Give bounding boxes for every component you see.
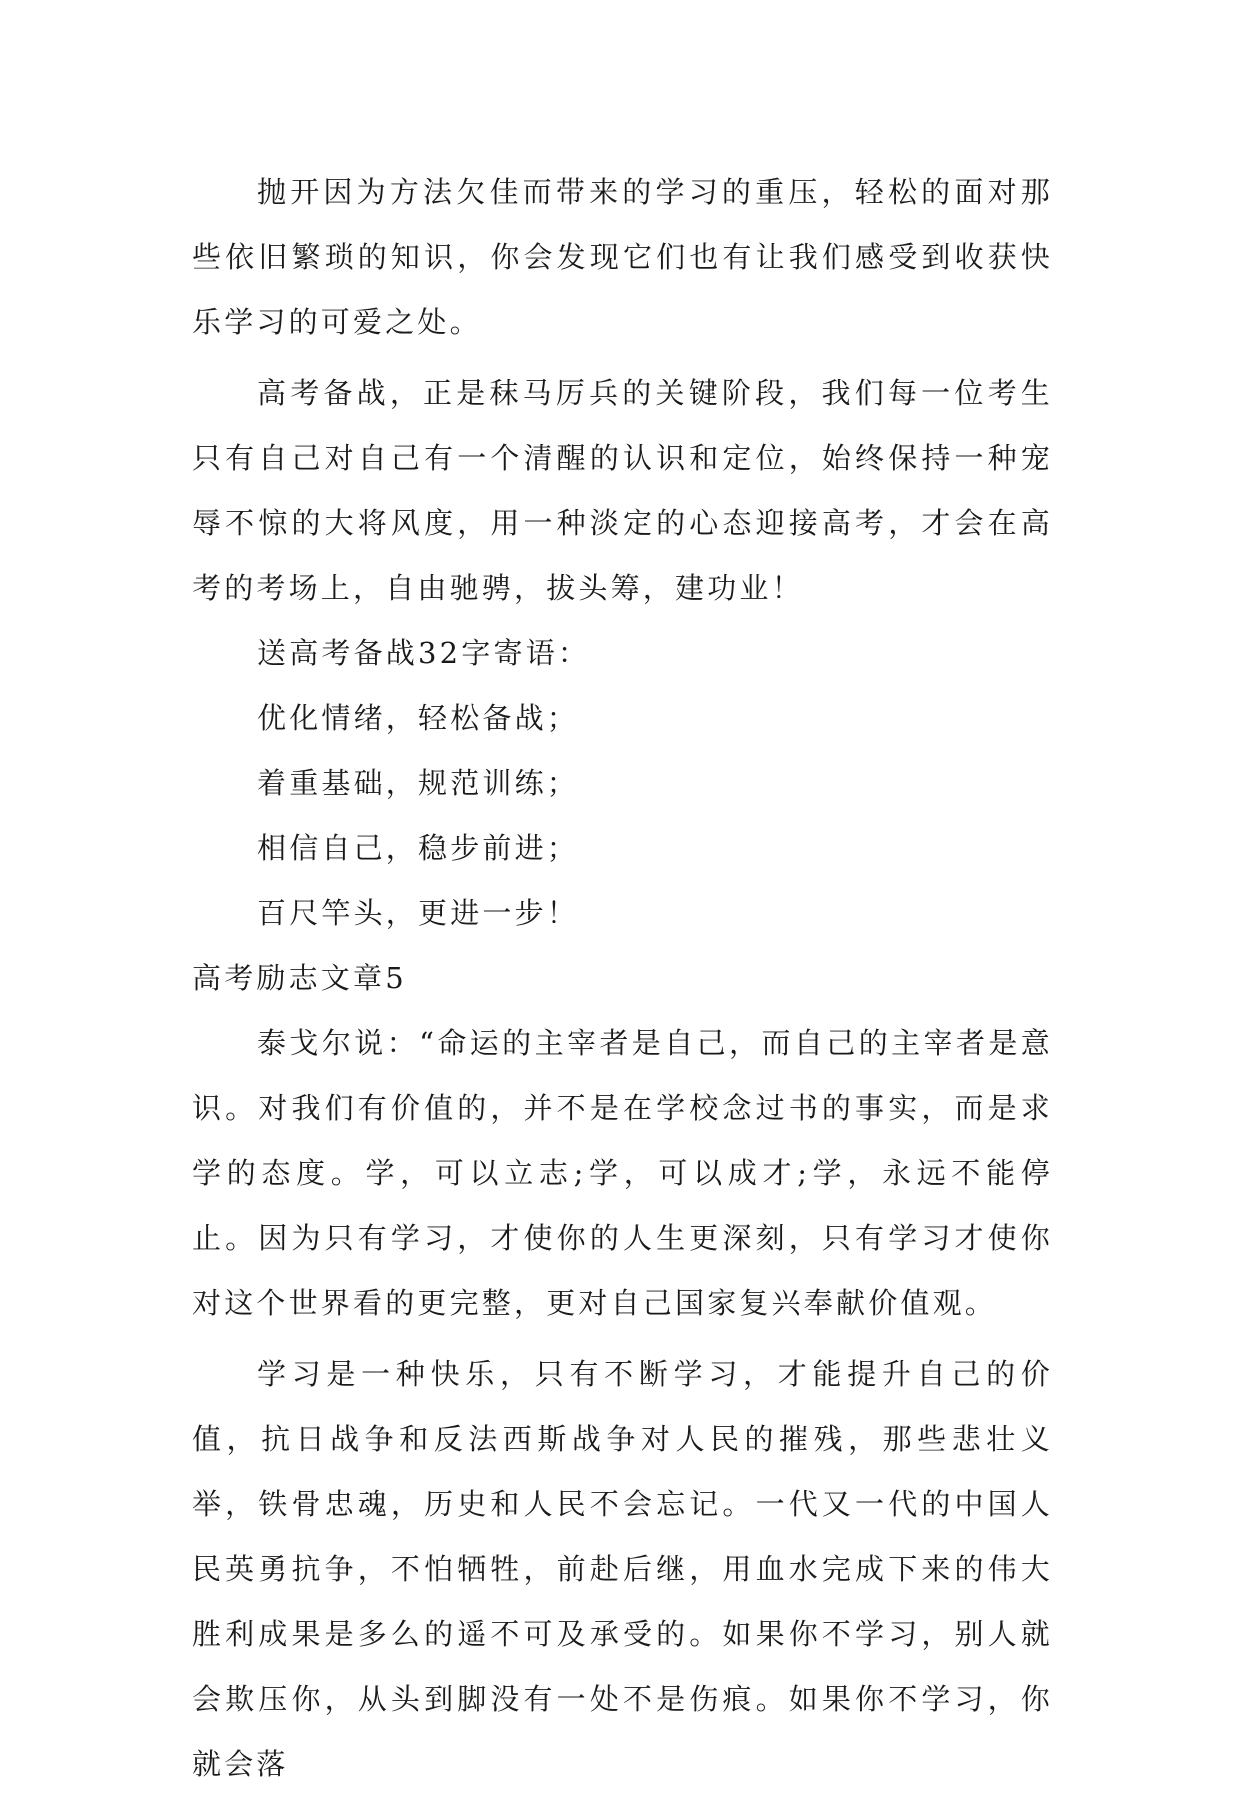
paragraph-exam-preparation: 高考备战，正是秣马厉兵的关键阶段，我们每一位考生只有自己对自己有一个清醒的认识和定位，始终保持一种宠辱不惊的大将风度，用一种淡定的心态迎接高考，才会在高考的考场上，自由驰骋，拔头筹，建功业！ — [192, 376, 1053, 605]
motto-line-2: 着重基础，规范训练； — [257, 766, 580, 800]
motto-line-4: 百尺竿头，更进一步！ — [257, 896, 580, 930]
article-heading: 高考励志文章5 — [192, 961, 407, 995]
paragraph-tagore-quote: 泰戈尔说：“命运的主宰者是自己，而自己的主宰者是意识。对我们有价值的，并不是在学校念过书的事实，而是求学的态度。学，可以立志;学，可以成才;学，永远不能停止。因为只有学习，才使你的人生更深刻，只有学习才使你对这个世界看的更完整，更对自己国家复兴奉献价值观。 — [192, 1026, 1053, 1320]
motto-intro: 送高考备战32字寄语： — [257, 636, 591, 670]
motto-line-1: 优化情绪，轻松备战； — [257, 701, 580, 735]
document-body — [192, 160, 1053, 1797]
motto-line-3: 相信自己，稳步前进； — [257, 831, 580, 865]
paragraph-study-pressure: 抛开因为方法欠佳而带来的学习的重压，轻松的面对那些依旧繁琐的知识，你会发现它们也有让我们感受到收获快乐学习的可爱之处。 — [192, 175, 1053, 339]
paragraph-learning-joy: 学习是一种快乐，只有不断学习，才能提升自己的价值，抗日战争和反法西斯战争对人民的摧残，那些悲壮义举，铁骨忠魂，历史和人民不会忘记。一代又一代的中国人民英勇抗争，不怕牺牲，前赴后继，用血水完成下来的伟大胜利成果是多么的遥不可及承受的。如果你不学习，别人就会欺压你，从头到脚没有一处不是伤痕。如果你不学习，你就会落 — [192, 1357, 1053, 1781]
